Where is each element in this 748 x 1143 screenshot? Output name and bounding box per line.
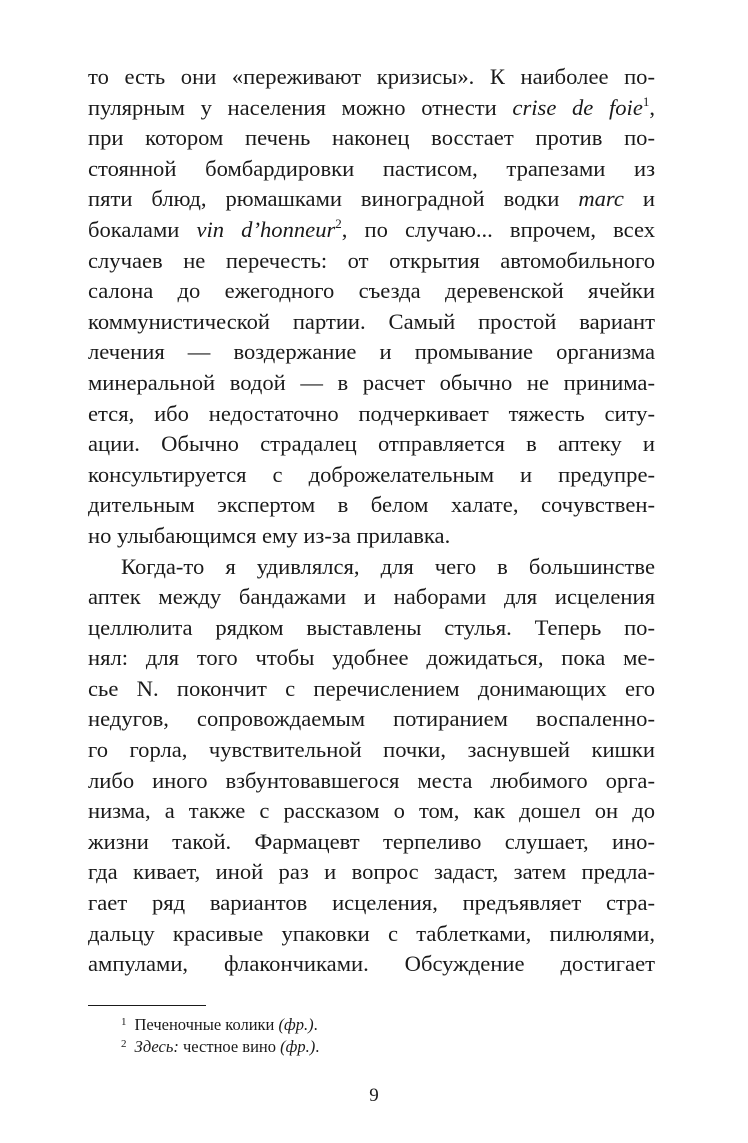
text-line: Когда-то я удивлялся, для чего в большинстве [121,553,655,579]
text-line: гда кивает, иной раз и вопрос задаст, затем предла- [88,859,655,885]
text-fragment: , по случаю... впрочем, всех [341,216,655,242]
footnote-end: . [313,1015,318,1034]
text-line: го горла, чувствительной почки, заснувшей кишки [88,737,655,763]
footnote-ref: 1 [642,93,650,109]
text-line: сье N. покончит с перечислением донимающих его [88,675,655,701]
text-fragment: и [623,186,655,212]
text-line [88,215,655,246]
footnotes [121,1014,621,1058]
text-line: дальцу красивые упаковки с таблетками, пилюлями, [88,920,655,946]
footnote-lead: Здесь: [134,1037,179,1056]
text-fragment: бокалами [88,216,197,242]
text-fragment: , [649,94,656,120]
text-line: ется, ибо недостаточно подчеркивает тяжесть ситу- [88,400,655,426]
foreign-term: crise de foie [512,94,643,120]
text-line [88,184,655,215]
text-line: гает ряд вариантов исцеления, предъявляет стра- [88,890,655,916]
text-line: низма, а также с рассказом о том, как дошел он до [88,798,655,824]
text-line: целлюлита рядком выставлены стулья. Теперь по- [88,614,655,640]
footnote-text: Печеночные колики [134,1015,279,1034]
footnote-2 [121,1036,621,1058]
text-fragment: пулярным у населения можно отнести [88,94,513,120]
footnote-ref: 2 [335,215,342,231]
text-line: либо иного взбунтовавшегося места любимого орга- [88,767,655,793]
text-line: консультируется с доброжелательным и предупре- [88,461,655,487]
text-line: недугов, сопровождаемым потиранием воспаленно- [88,706,655,732]
text-line: стоянной бомбардировки пастисом, трапезами из [88,155,655,181]
foreign-term: vin d’honneur [196,216,336,242]
page-number: 9 [369,1085,379,1106]
text-fragment: пяти блюд, рюмашками виноградной водки [88,186,579,212]
foreign-term: marc [578,186,624,212]
main-text [88,62,655,980]
footnote-abbrev: (фр.) [278,1015,314,1034]
footnote-abbrev: (фр.) [280,1037,316,1056]
footnote-end: . [315,1037,320,1056]
text-line: лечения — воздержание и промывание организма [88,339,655,365]
text-line: ации. Обычно страдалец отправляется в аптеку и [88,431,655,457]
text-line: при котором печень наконец восстает против по- [88,125,655,151]
text-line: дительным экспертом в белом халате, сочувствен- [88,492,655,518]
text-line: коммунистической партии. Самый простой вариант [88,308,655,334]
footnote-1 [121,1014,621,1036]
text-line: салона до ежегодного съезда деревенской ячейки [88,278,655,304]
footnote-text: честное вино [178,1037,281,1056]
text-line: случаев не перечесть: от открытия автомобильного [88,247,655,273]
text-line: но улыбающимся ему из-за прилавка. [88,522,451,548]
text-line [88,93,655,124]
text-line: нял: для того чтобы удобнее дожидаться, пока ме- [88,645,655,671]
text-line: то есть они «переживают кризисы». К наиболее по- [88,64,655,89]
text-line: минеральной водой — в расчет обычно не принима- [88,369,655,395]
text-line: жизни такой. Фармацевт терпеливо слушает, ино- [88,828,655,854]
footnote-separator [88,1005,206,1006]
footnote-mark: 2 [121,1038,127,1050]
text-line: аптек между бандажами и наборами для исцеления [88,584,655,610]
footnote-mark: 1 [121,1016,127,1028]
text-line: ампулами, флакончиками. Обсуждение достигает [88,951,655,977]
